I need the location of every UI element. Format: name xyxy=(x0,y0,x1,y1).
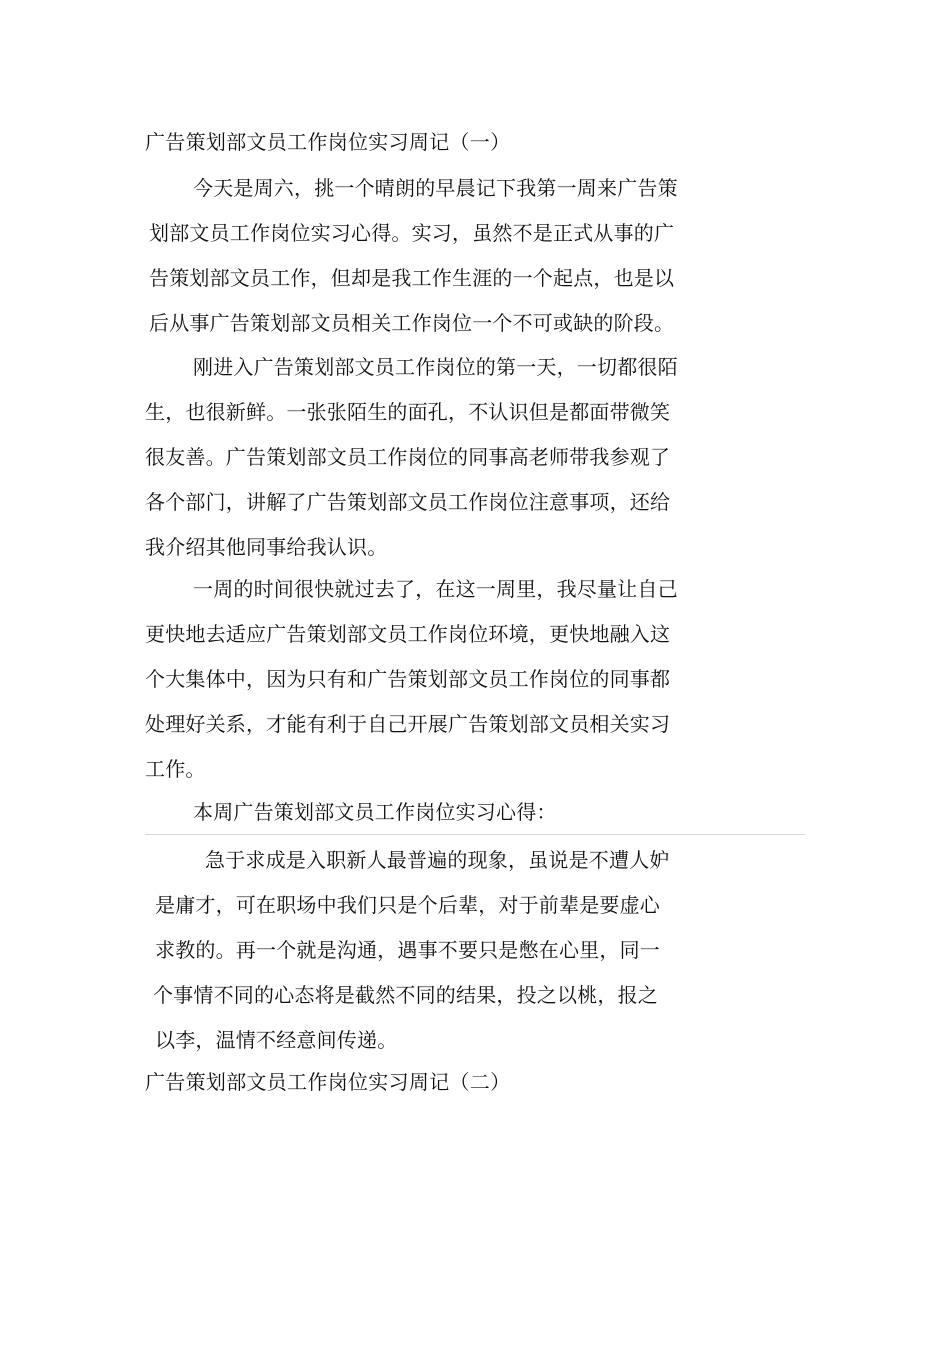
paragraph-line: 今天是周六，挑一个晴朗的早晨记下我第一周来广告策 xyxy=(193,176,678,200)
section-2-title: 广告策划部文员工作岗位实习周记（二） xyxy=(145,1070,511,1094)
paragraph-1 xyxy=(145,166,678,346)
paragraph-line: 各个部门，讲解了广告策划部文员工作岗位注意事项，还给 xyxy=(145,490,671,514)
paragraph-line: 后从事广告策划部文员相关工作岗位一个不可或缺的阶段。 xyxy=(149,311,675,335)
paragraph-line: 告策划部文员工作，但却是我工作生涯的一个起点，也是以 xyxy=(149,266,675,290)
reflection-line: 以李，温情不经意间传递。 xyxy=(155,1028,398,1052)
reflection-block xyxy=(155,838,670,1063)
paragraph-line: 划部文员工作岗位实习心得。实习，虽然不是正式从事的广 xyxy=(149,221,675,245)
reflection-line: 是庸才，可在职场中我们只是个后辈，对于前辈是要虚心 xyxy=(155,893,660,917)
paragraph-line: 工作。 xyxy=(145,757,206,781)
paragraph-line: 生，也很新鲜。一张张陌生的面孔，不认识但是都面带微笑 xyxy=(145,400,671,424)
paragraph-line: 处理好关系，才能有利于自己开展广告策划部文员相关实习 xyxy=(145,712,671,736)
paragraph-line: 很友善。广告策划部文员工作岗位的同事高老师带我参观了 xyxy=(145,445,671,469)
reflection-line: 急于求成是入职新人最普遍的现象，虽说是不遭人妒 xyxy=(205,848,670,872)
section-1-title: 广告策划部文员工作岗位实习周记（一） xyxy=(145,130,511,154)
divider xyxy=(145,834,805,835)
paragraph-2 xyxy=(145,345,678,570)
paragraph-line: 个大集体中，因为只有和广告策划部文员工作岗位的同事都 xyxy=(145,667,671,691)
paragraph-line: 刚进入广告策划部文员工作岗位的第一天，一切都很陌 xyxy=(193,355,678,379)
paragraph-line: 一周的时间很快就过去了，在这一周里，我尽量让自己 xyxy=(193,577,678,601)
paragraph-3 xyxy=(145,567,678,792)
paragraph-line: 本周广告策划部文员工作岗位实习心得： xyxy=(193,800,557,824)
paragraph-line: 更快地去适应广告策划部文员工作岗位环境，更快地融入这 xyxy=(145,622,671,646)
paragraph-4 xyxy=(145,790,557,835)
reflection-line: 求教的。再一个就是沟通，遇事不要只是憋在心里，同一 xyxy=(155,938,660,962)
reflection-line: 个事情不同的心态将是截然不同的结果，投之以桃，报之 xyxy=(153,983,658,1007)
paragraph-line: 我介绍其他同事给我认识。 xyxy=(145,535,388,559)
